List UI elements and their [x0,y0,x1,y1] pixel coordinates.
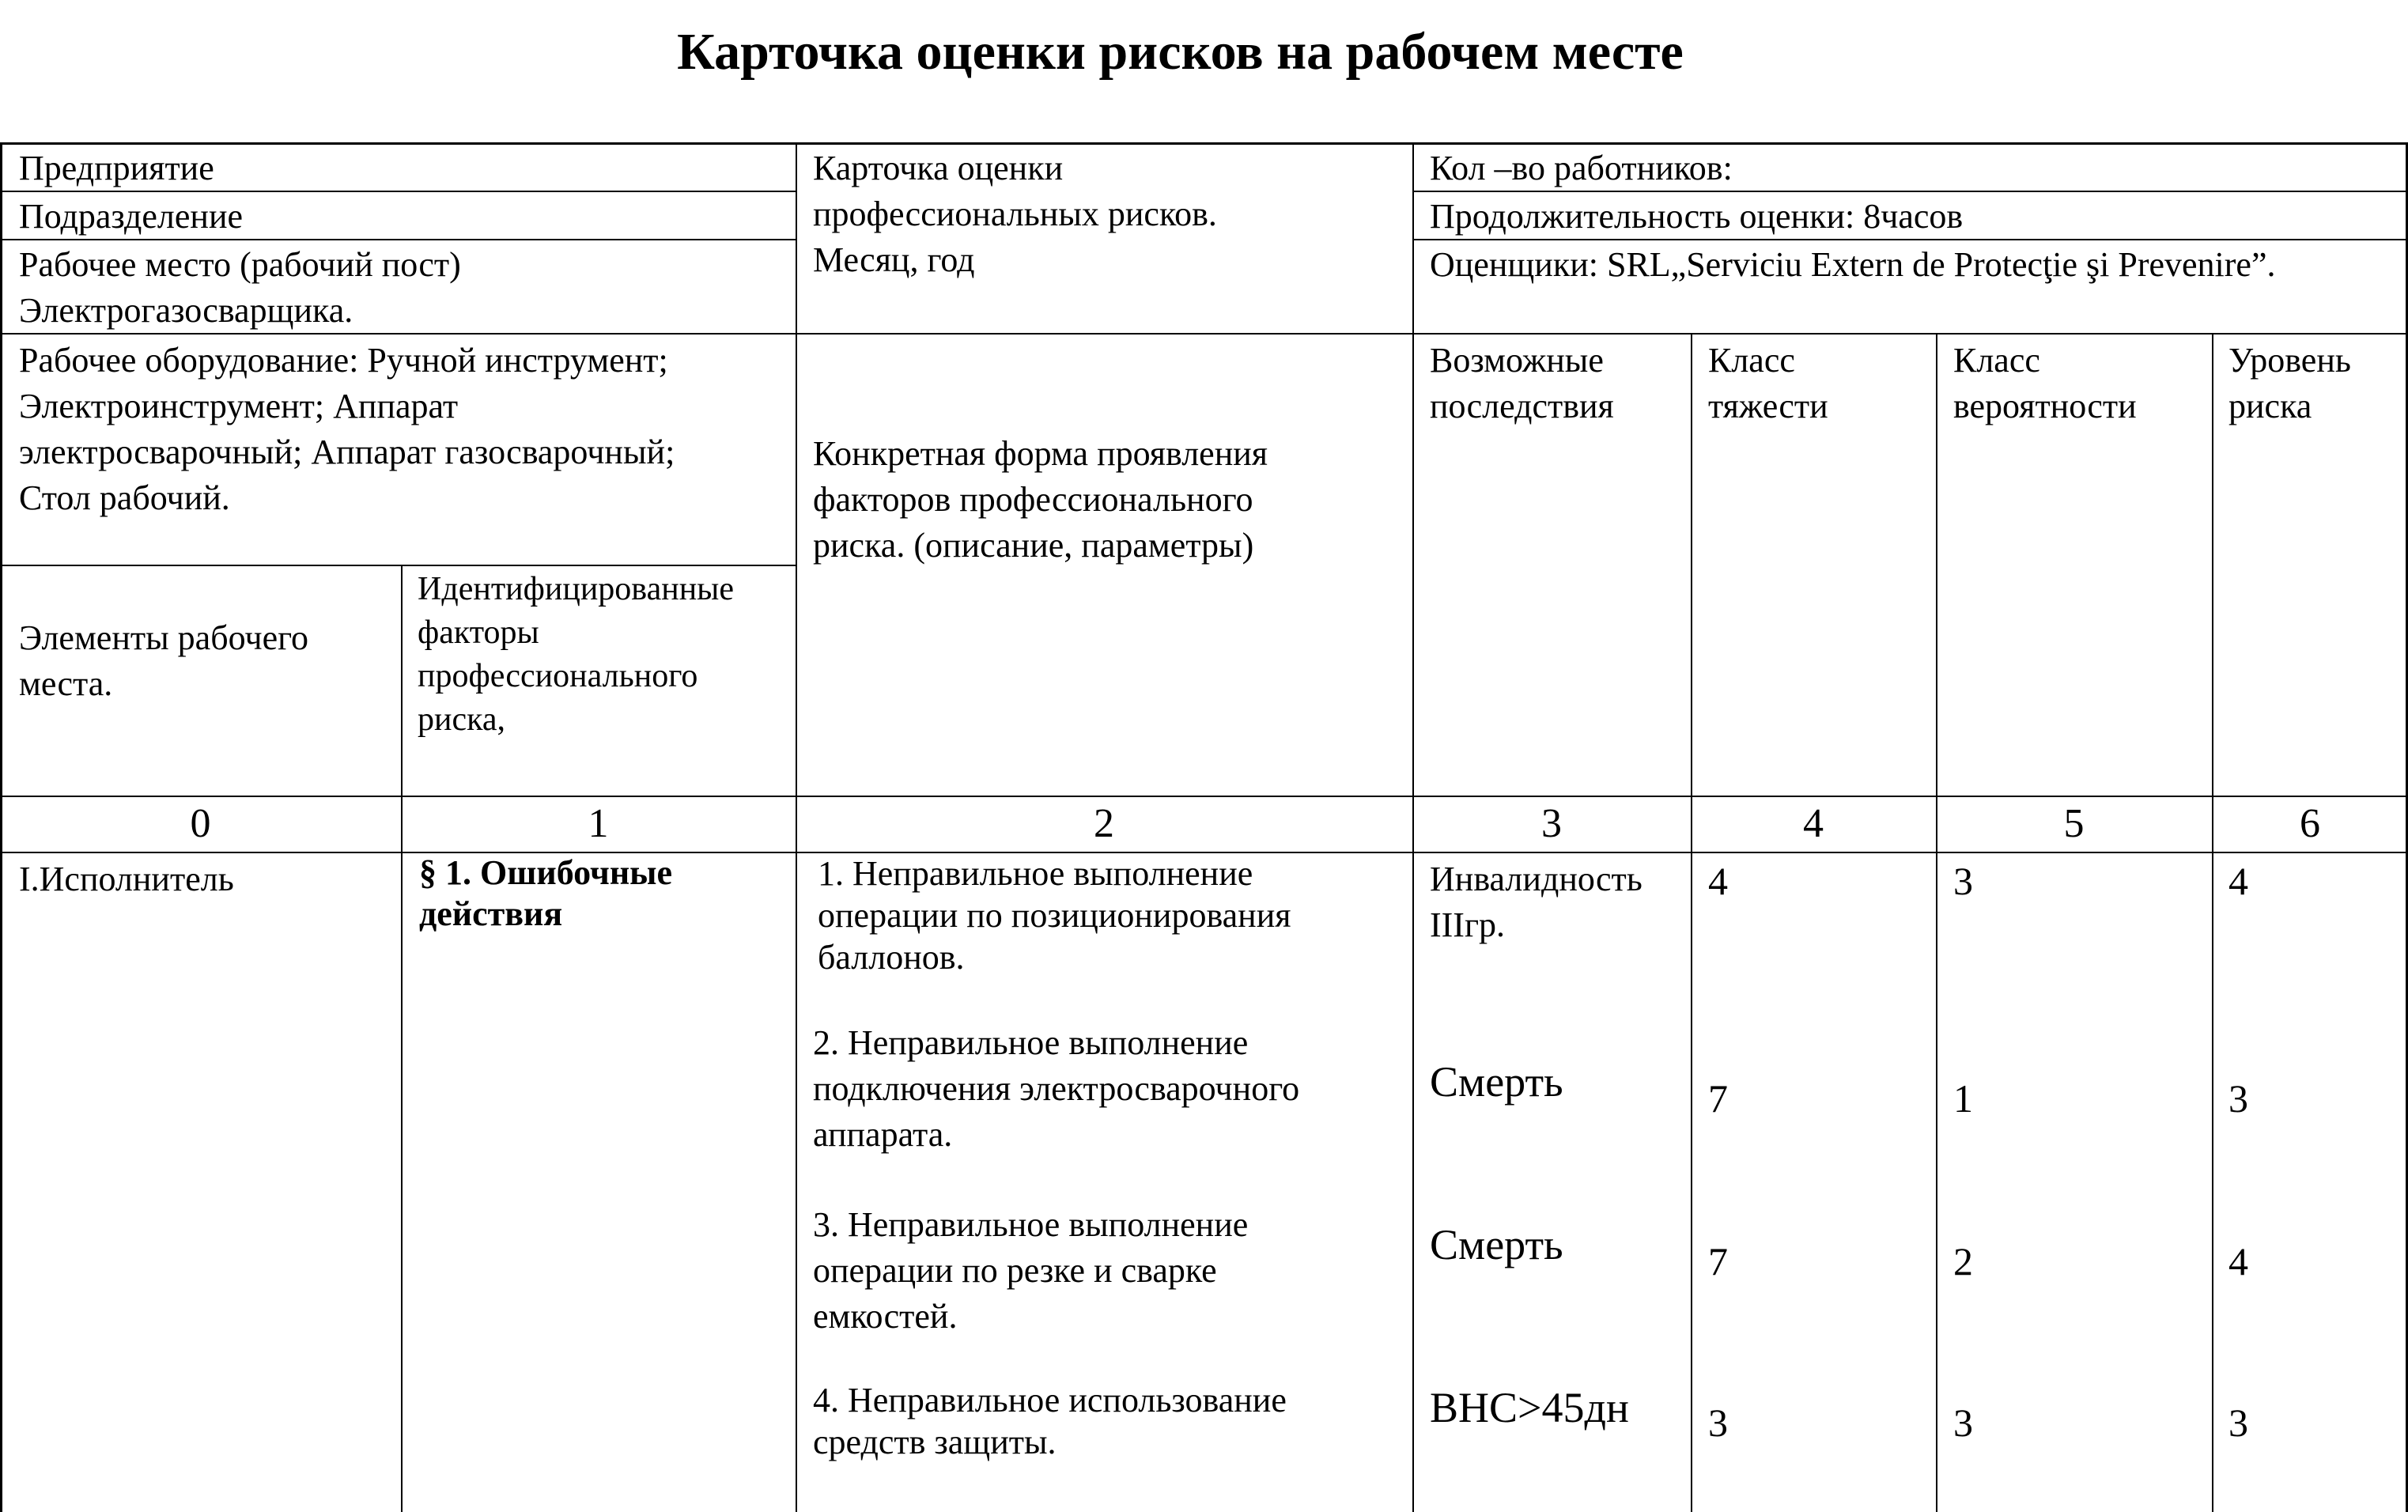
column-number: 4 [1803,801,1824,846]
severity-class: 7 [1708,1076,1728,1121]
column-number: 1 [588,801,609,846]
column-number: 3 [1541,801,1562,846]
risk-description: 1. Неправильное выполнение операции по позиционирования баллонов. [818,854,1291,977]
risk-consequence: Смерть [1430,1058,1563,1106]
row-divider [0,796,2408,797]
risk-consequence: Смерть [1430,1221,1563,1268]
enterprise-label: Предприятие [19,149,214,187]
risk-level: 3 [2228,1076,2248,1121]
probability-class: 2 [1953,1239,1973,1283]
assessors: Оценщики: SRL„Serviciu Extern de Protecţie şi Prevenire”. [1430,245,2276,284]
column-number: 2 [1094,801,1114,846]
probability-class: 1 [1953,1076,1973,1121]
column-divider [401,565,403,1512]
column-header-risk-level: Уровень риска [2228,341,2351,425]
severity-class: 4 [1708,859,1728,903]
column-divider [1691,333,1692,1512]
risk-level: 4 [2228,859,2248,903]
risk-consequence: ВНС>45дн [1430,1384,1629,1431]
column-header-consequences: Возможные последствия [1430,341,1614,425]
workplace-label: Рабочее место (рабочий пост) Электрогазосварщика. [19,245,461,330]
risk-description: 4. Неправильное использование средств защиты. [813,1381,1287,1461]
column-divider [1936,333,1937,1512]
table-border-top [0,142,2408,145]
risk-level: 4 [2228,1239,2248,1283]
column-header-factors: Идентифицированные факторы профессионального риска, [418,571,735,738]
severity-class: 7 [1708,1239,1728,1283]
risk-description: 2. Неправильное выполнение подключения электросварочного аппарата. [813,1023,1300,1154]
workplace-element: I.Исполнитель [19,860,234,898]
column-header-concrete-form: Конкретная форма проявления факторов профессионального риска. (описание, параметры) [813,434,1268,565]
risk-factor: § 1. Ошибочные действия [419,853,673,933]
column-header-probability: Класс вероятности [1953,341,2137,425]
risk-description: 3. Неправильное выполнение операции по резке и сварке емкостей. [813,1205,1249,1336]
column-number: 0 [190,801,211,846]
risk-consequence: Инвалидность IIIгр. [1430,860,1643,944]
risk-level: 3 [2228,1400,2248,1445]
equipment-label: Рабочее оборудование: Ручной инструмент; Электроинструмент; Аппарат электросварочный; Аппарат газосварочный; Стол рабочий. [19,341,675,517]
column-number: 5 [2063,801,2085,846]
column-header-elements: Элементы рабочего места. [19,618,309,703]
row-divider [0,565,796,566]
card-info: Карточка оценки профессиональных рисков. Месяц, год [813,149,1217,279]
column-header-severity: Класс тяжести [1708,341,1828,425]
subdivision-label: Подразделение [19,197,244,236]
column-divider [2212,333,2213,1512]
probability-class: 3 [1953,859,1973,903]
column-number: 6 [2300,801,2320,846]
probability-class: 3 [1953,1400,1973,1445]
page-title: Карточка оценки рисков на рабочем месте [677,23,1684,81]
assessment-duration: Продолжительность оценки: 8часов [1430,197,1964,236]
workers-count: Кол –во работников: [1430,149,1733,187]
severity-class: 3 [1708,1400,1728,1445]
